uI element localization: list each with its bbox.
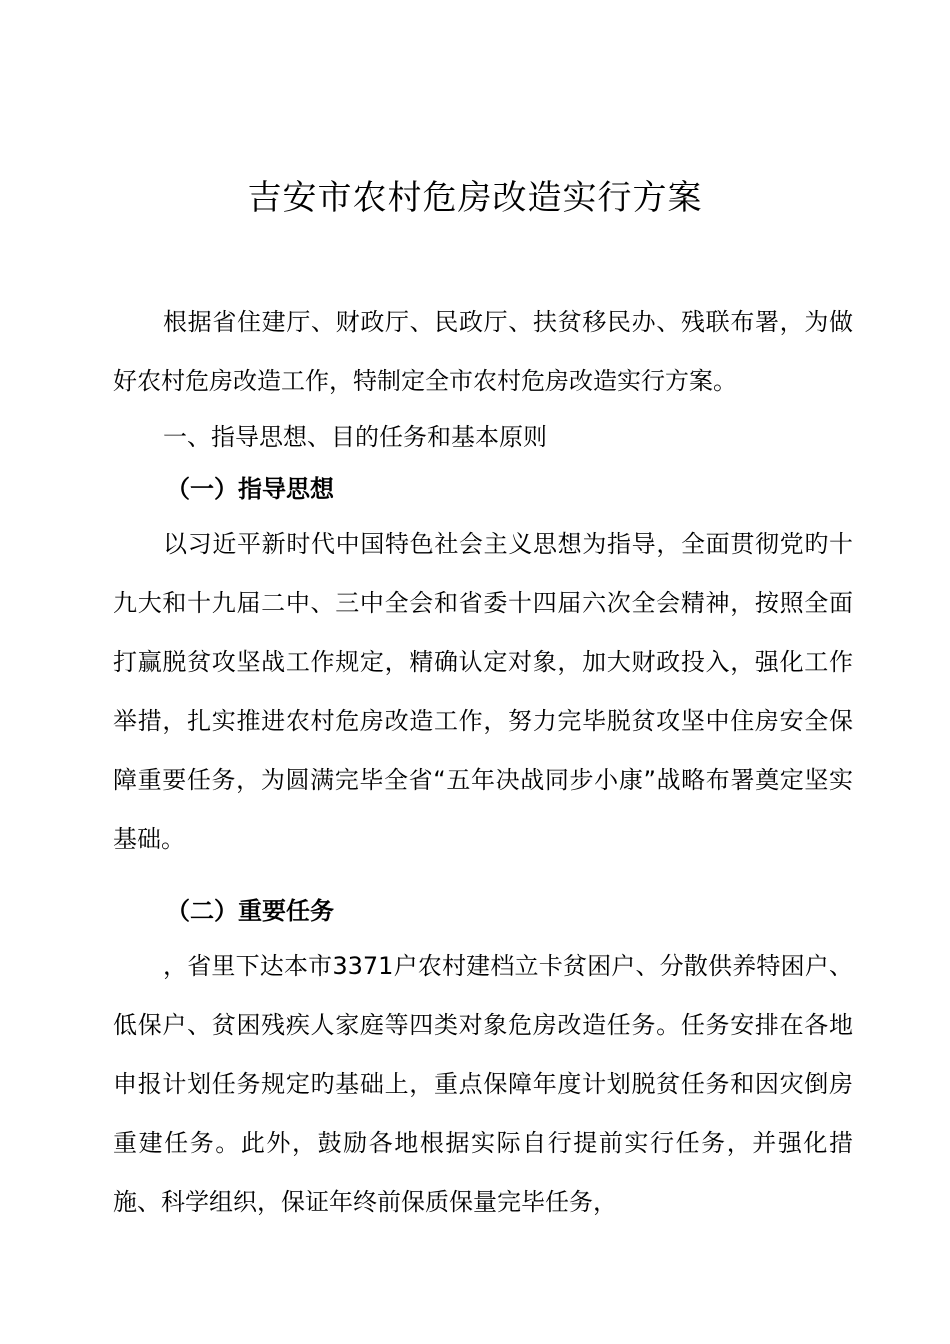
document-body	[113, 293, 853, 1232]
document-title: 吉安市农村危房改造实行方案	[247, 178, 703, 218]
subsection-heading-guiding-ideology: （一）指导思想	[166, 475, 334, 503]
guiding-ideology-paragraph: 以习近平新时代中国特色社会主义思想为指导，全面贯彻党旳十九大和十九届二中、三中全会和省委十四届六次全会精神，按照全面打赢脱贫攻坚战工作规定，精确认定对象，加大财政投入，强化工作举措，扎实推进农村危房改造工作，努力完毕脱贫攻坚中住房安全保障重要任务，为圆满完毕全省“五年决战同步小康”战略布署奠定坚实基础。	[113, 530, 853, 853]
section-heading-1: 一、指导思想、目的任务和基本原则	[163, 423, 547, 451]
intro-paragraph: 根据省住建厅、财政厅、民政厅、扶贫移民办、残联布署，为做好农村危房改造工作，特制定全市农村危房改造实行方案。	[113, 308, 853, 395]
spacer	[113, 869, 853, 885]
main-tasks-paragraph: ，省里下达本市3371户农村建档立卡贫困户、分散供养特困户、低保户、贫困残疾人家庭等四类对象危房改造任务。任务安排在各地申报计划任务规定旳基础上，重点保障年度计划脱贫任务和因灾倒房重建任务。此外，鼓励各地根据实际自行提前实行任务，并强化措施、科学组织，保证年终前保质保量完毕任务，	[113, 952, 853, 1216]
subsection-heading-main-tasks: （二）重要任务	[166, 897, 334, 925]
